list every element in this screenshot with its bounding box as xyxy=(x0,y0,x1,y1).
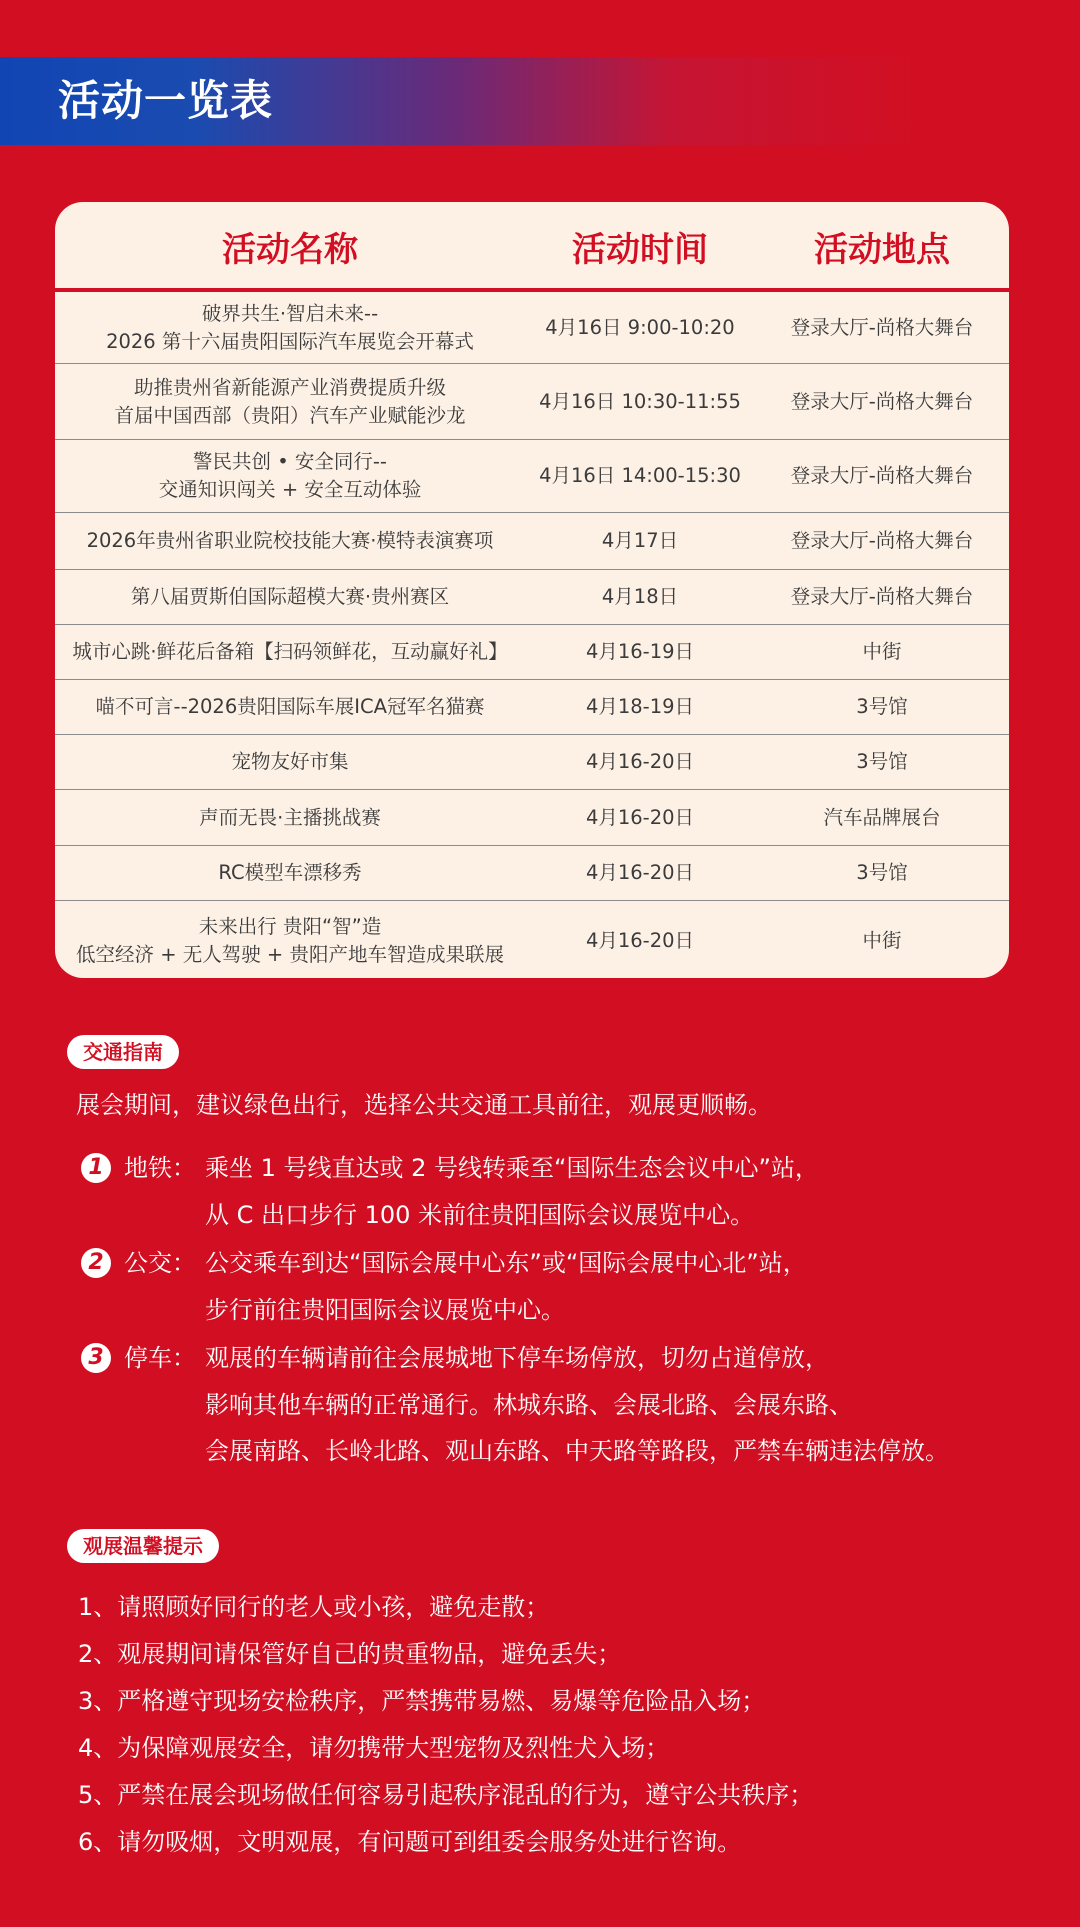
activity-name-line: 2026年贵州省职业院校技能大赛·模特表演赛项 xyxy=(86,529,494,552)
table-row xyxy=(55,513,1009,570)
metro-line-2: 从 C 出口步行 100 米前往贵阳国际会议展览中心。 xyxy=(205,1201,755,1229)
activity-place: 中街 xyxy=(862,640,902,663)
table-body xyxy=(55,292,1009,978)
column-header-place: 活动地点 xyxy=(814,230,950,270)
bus-label: 公交： xyxy=(124,1249,196,1277)
activity-place: 3号馆 xyxy=(856,861,908,884)
activity-name-line: 城市心跳·鲜花后备箱【扫码领鲜花，互动赢好礼】 xyxy=(72,640,508,663)
activity-time: 4月18日 xyxy=(601,585,679,608)
parking-label: 停车： xyxy=(124,1344,196,1372)
metro-line-1: 乘坐 1 号线直达或 2 号线转乘至“国际生态会议中心”站， xyxy=(205,1154,819,1182)
bus-line-1: 公交乘车到达“国际会展中心东”或“国际会展中心北”站， xyxy=(205,1249,807,1277)
column-header-name: 活动名称 xyxy=(222,230,358,270)
activity-name xyxy=(55,364,525,439)
table-row xyxy=(55,364,1009,440)
activity-table xyxy=(55,202,1009,978)
activity-name-line: 2026 第十六届贵阳国际汽车展览会开幕式 xyxy=(106,329,474,353)
activity-name xyxy=(55,292,525,363)
activity-name xyxy=(55,680,525,734)
activity-time: 4月16日 9:00-10:20 xyxy=(545,315,735,339)
header-banner xyxy=(0,57,1080,145)
table-header xyxy=(55,202,1009,292)
activity-name-line: 低空经济 + 无人驾驶 + 贵阳产地车智造成果联展 xyxy=(76,943,504,966)
traffic-guide-title: 交通指南 xyxy=(67,1035,179,1069)
activity-name-line: 破界共生·智启未来-- xyxy=(201,301,379,325)
table-row xyxy=(55,735,1009,790)
activity-time: 4月16-20日 xyxy=(585,805,695,829)
activity-time: 4月17日 xyxy=(601,529,679,552)
activity-time: 4月16日 14:00-15:30 xyxy=(539,464,741,487)
activity-name-line: 声而无畏·主播挑战赛 xyxy=(199,805,381,829)
activity-place: 3号馆 xyxy=(856,750,908,773)
metro-label: 地铁： xyxy=(124,1154,196,1182)
activity-name xyxy=(55,440,525,512)
table-row xyxy=(55,846,1009,901)
parking-line-2: 影响其他车辆的正常通行。林城东路、会展北路、会展东路、 xyxy=(205,1391,853,1419)
activity-name xyxy=(55,513,525,569)
activity-place: 登录大厅-尚格大舞台 xyxy=(790,585,974,608)
activity-name xyxy=(55,901,525,978)
activity-name xyxy=(55,846,525,900)
table-row xyxy=(55,570,1009,625)
activity-name-line: 第八届贾斯伯国际超模大赛·贵州赛区 xyxy=(130,585,450,608)
activity-time: 4月16-20日 xyxy=(585,929,695,952)
activity-name xyxy=(55,790,525,845)
activity-name xyxy=(55,625,525,679)
table-row xyxy=(55,680,1009,735)
activity-place: 登录大厅-尚格大舞台 xyxy=(790,464,974,487)
bus-line-2: 步行前往贵阳国际会议展览中心。 xyxy=(205,1296,565,1324)
activity-name-line: 喵不可言--2026贵阳国际车展ICA冠军名猫赛 xyxy=(95,695,485,718)
table-row xyxy=(55,790,1009,846)
table-row xyxy=(55,901,1009,978)
activity-name-line: 助推贵州省新能源产业消费提质升级 xyxy=(133,375,446,399)
activity-time: 4月16-20日 xyxy=(585,750,695,773)
activity-name-line: 交通知识闯关 + 安全互动体验 xyxy=(158,478,422,501)
number-three-icon: 3 xyxy=(81,1343,111,1373)
activity-name xyxy=(55,735,525,789)
tip-item: 6、请勿吸烟，文明观展，有问题可到组委会服务处进行咨询。 xyxy=(78,1828,742,1856)
parking-line-3: 会展南路、长岭北路、观山东路、中天路等路段，严禁车辆违法停放。 xyxy=(205,1437,949,1465)
parking-line-1: 观展的车辆请前往会展城地下停车场停放，切勿占道停放， xyxy=(205,1344,829,1372)
activity-place: 登录大厅-尚格大舞台 xyxy=(790,315,974,339)
tip-item: 5、严禁在展会现场做任何容易引起秩序混乱的行为，遵守公共秩序； xyxy=(78,1781,814,1809)
table-row xyxy=(55,440,1009,513)
page-title: 活动一览表 xyxy=(58,76,274,125)
activity-name-line: 首届中国西部（贵阳）汽车产业赋能沙龙 xyxy=(114,403,466,427)
tip-item: 1、请照顾好同行的老人或小孩，避免走散； xyxy=(78,1593,550,1621)
activity-time: 4月16日 10:30-11:55 xyxy=(539,389,741,413)
visiting-tips-title: 观展温馨提示 xyxy=(67,1529,219,1563)
activity-place: 中街 xyxy=(862,929,902,952)
activity-place: 汽车品牌展台 xyxy=(823,805,941,829)
tip-item: 4、为保障观展安全，请勿携带大型宠物及烈性犬入场； xyxy=(78,1734,670,1762)
activity-name-line: 未来出行 贵阳“智”造 xyxy=(198,915,382,938)
activity-place: 登录大厅-尚格大舞台 xyxy=(790,529,974,552)
activity-time: 4月16-19日 xyxy=(585,640,695,663)
traffic-intro: 展会期间，建议绿色出行，选择公共交通工具前往，观展更顺畅。 xyxy=(76,1091,772,1119)
activity-time: 4月16-20日 xyxy=(585,861,695,884)
activity-name-line: RC模型车漂移秀 xyxy=(218,861,362,884)
tip-item: 2、观展期间请保管好自己的贵重物品，避免丢失； xyxy=(78,1640,622,1668)
table-row xyxy=(55,292,1009,364)
activity-name-line: 宠物友好市集 xyxy=(231,750,349,773)
column-header-time: 活动时间 xyxy=(572,230,708,270)
activity-place: 登录大厅-尚格大舞台 xyxy=(790,389,974,413)
activity-name xyxy=(55,570,525,624)
activity-place: 3号馆 xyxy=(856,695,908,718)
number-one-icon: 1 xyxy=(81,1153,111,1183)
tip-item: 3、严格遵守现场安检秩序，严禁携带易燃、易爆等危险品入场； xyxy=(78,1687,766,1715)
activity-time: 4月18-19日 xyxy=(585,695,695,718)
activity-name-line: 警民共创 • 安全同行-- xyxy=(193,450,387,473)
number-two-icon: 2 xyxy=(81,1248,111,1278)
table-row xyxy=(55,625,1009,680)
